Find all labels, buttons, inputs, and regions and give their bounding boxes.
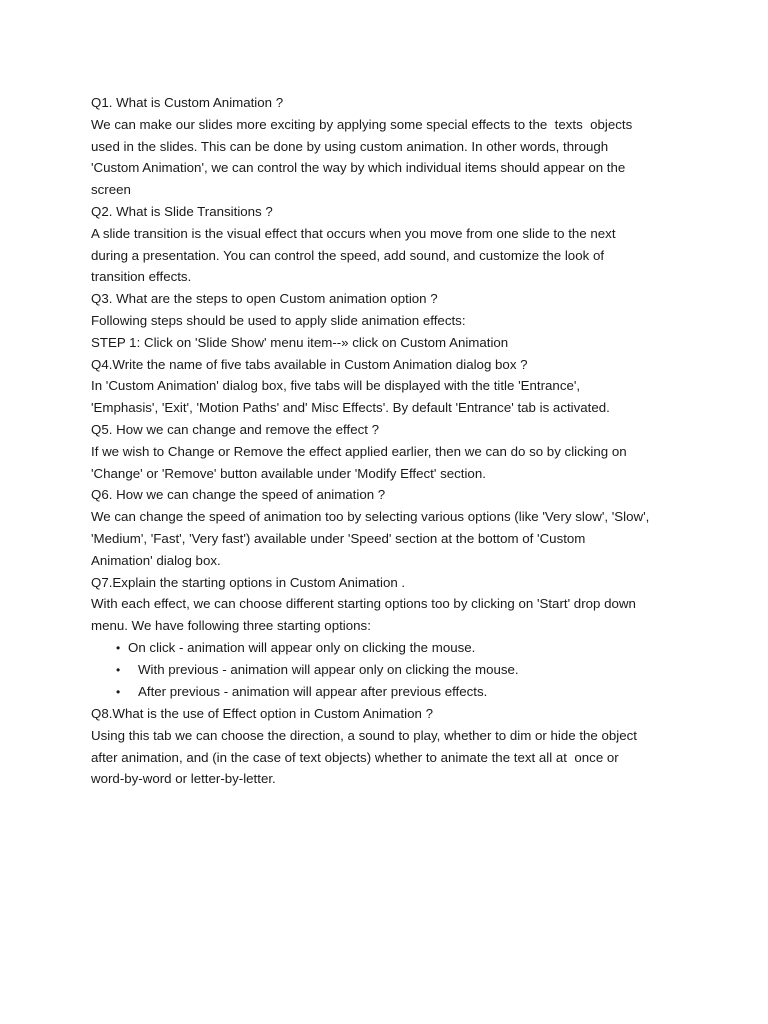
list-item bbox=[91, 637, 691, 659]
answer-8-line-3: word-by-word or letter-by-letter. bbox=[91, 771, 276, 787]
list-item-text: With previous - animation will appear only on clicking the mouse. bbox=[138, 661, 519, 677]
question-4-title: Q4.Write the name of five tabs available in Custom Animation dialog box ? bbox=[91, 356, 528, 372]
bullet-icon: • bbox=[116, 684, 121, 699]
answer-8-line-2: after animation, and (in the case of text objects) whether to animate the text all at once or bbox=[91, 749, 619, 765]
answer-4-line-2: 'Emphasis', 'Exit', 'Motion Paths' and' Misc Effects'. By default 'Entrance' tab is activated. bbox=[91, 400, 610, 416]
question-1-title: Q1. What is Custom Animation ? bbox=[91, 95, 284, 110]
answer-1-line-4: screen bbox=[91, 182, 131, 198]
question-6-title: Q6. How we can change the speed of animation ? bbox=[91, 487, 386, 503]
bullet-icon: • bbox=[116, 640, 121, 655]
list-item bbox=[91, 659, 691, 681]
answer-7-line-2: menu. We have following three starting options: bbox=[91, 618, 371, 634]
answer-6-line-3: Animation' dialog box. bbox=[91, 552, 221, 568]
question-3-title: Q3. What are the steps to open Custom animation option ? bbox=[91, 291, 438, 307]
question-5-title: Q5. How we can change and remove the effect ? bbox=[91, 421, 380, 437]
document-page bbox=[91, 92, 691, 790]
list-item-text: On click - animation will appear only on clicking the mouse. bbox=[128, 639, 476, 655]
answer-5-line-2: 'Change' or 'Remove' button available under 'Modify Effect' section. bbox=[91, 465, 486, 481]
list-item bbox=[91, 681, 691, 703]
answer-7-line-1: With each effect, we can choose different starting options too by clicking on 'Start' drop down bbox=[91, 596, 636, 612]
answer-6-line-2: 'Medium', 'Fast', 'Very fast') available under 'Speed' section at the bottom of 'Custom bbox=[91, 530, 586, 546]
answer-3-line-2: STEP 1: Click on 'Slide Show' menu item--» click on Custom Animation bbox=[91, 334, 509, 350]
answer-1-line-1: We can make our slides more exciting by applying some special effects to the texts objects bbox=[91, 116, 633, 132]
answer-2-line-2: during a presentation. You can control the speed, add sound, and customize the look of bbox=[91, 247, 605, 263]
text-block-end bbox=[91, 703, 691, 790]
answer-3-line-1: Following steps should be used to apply slide animation effects: bbox=[91, 312, 466, 328]
answer-2-line-3: transition effects. bbox=[91, 269, 192, 285]
answer-1-line-2: used in the slides. This can be done by using custom animation. In other words, through bbox=[91, 138, 609, 154]
question-7-title: Q7.Explain the starting options in Custom Animation . bbox=[91, 574, 406, 590]
list-item-text: After previous - animation will appear after previous effects. bbox=[138, 683, 488, 699]
bullet-icon: • bbox=[116, 662, 121, 677]
text-block-main bbox=[91, 92, 691, 637]
question-8-title: Q8.What is the use of Effect option in Custom Animation ? bbox=[91, 705, 433, 721]
starting-options-list bbox=[91, 637, 691, 703]
answer-2-line-1: A slide transition is the visual effect that occurs when you move from one slide to the next bbox=[91, 225, 616, 241]
answer-6-line-1: We can change the speed of animation too by selecting various options (like 'Very slow', 'Slow', bbox=[91, 509, 650, 525]
answer-1-line-3: 'Custom Animation', we can control the way by which individual items should appear on the bbox=[91, 160, 626, 176]
answer-4-line-1: In 'Custom Animation' dialog box, five tabs will be displayed with the title 'Entrance', bbox=[91, 378, 581, 394]
answer-8-line-1: Using this tab we can choose the direction, a sound to play, whether to dim or hide the object bbox=[91, 727, 637, 743]
answer-5-line-1: If we wish to Change or Remove the effect applied earlier, then we can do so by clicking on bbox=[91, 443, 627, 459]
question-2-title: Q2. What is Slide Transitions ? bbox=[91, 203, 273, 219]
